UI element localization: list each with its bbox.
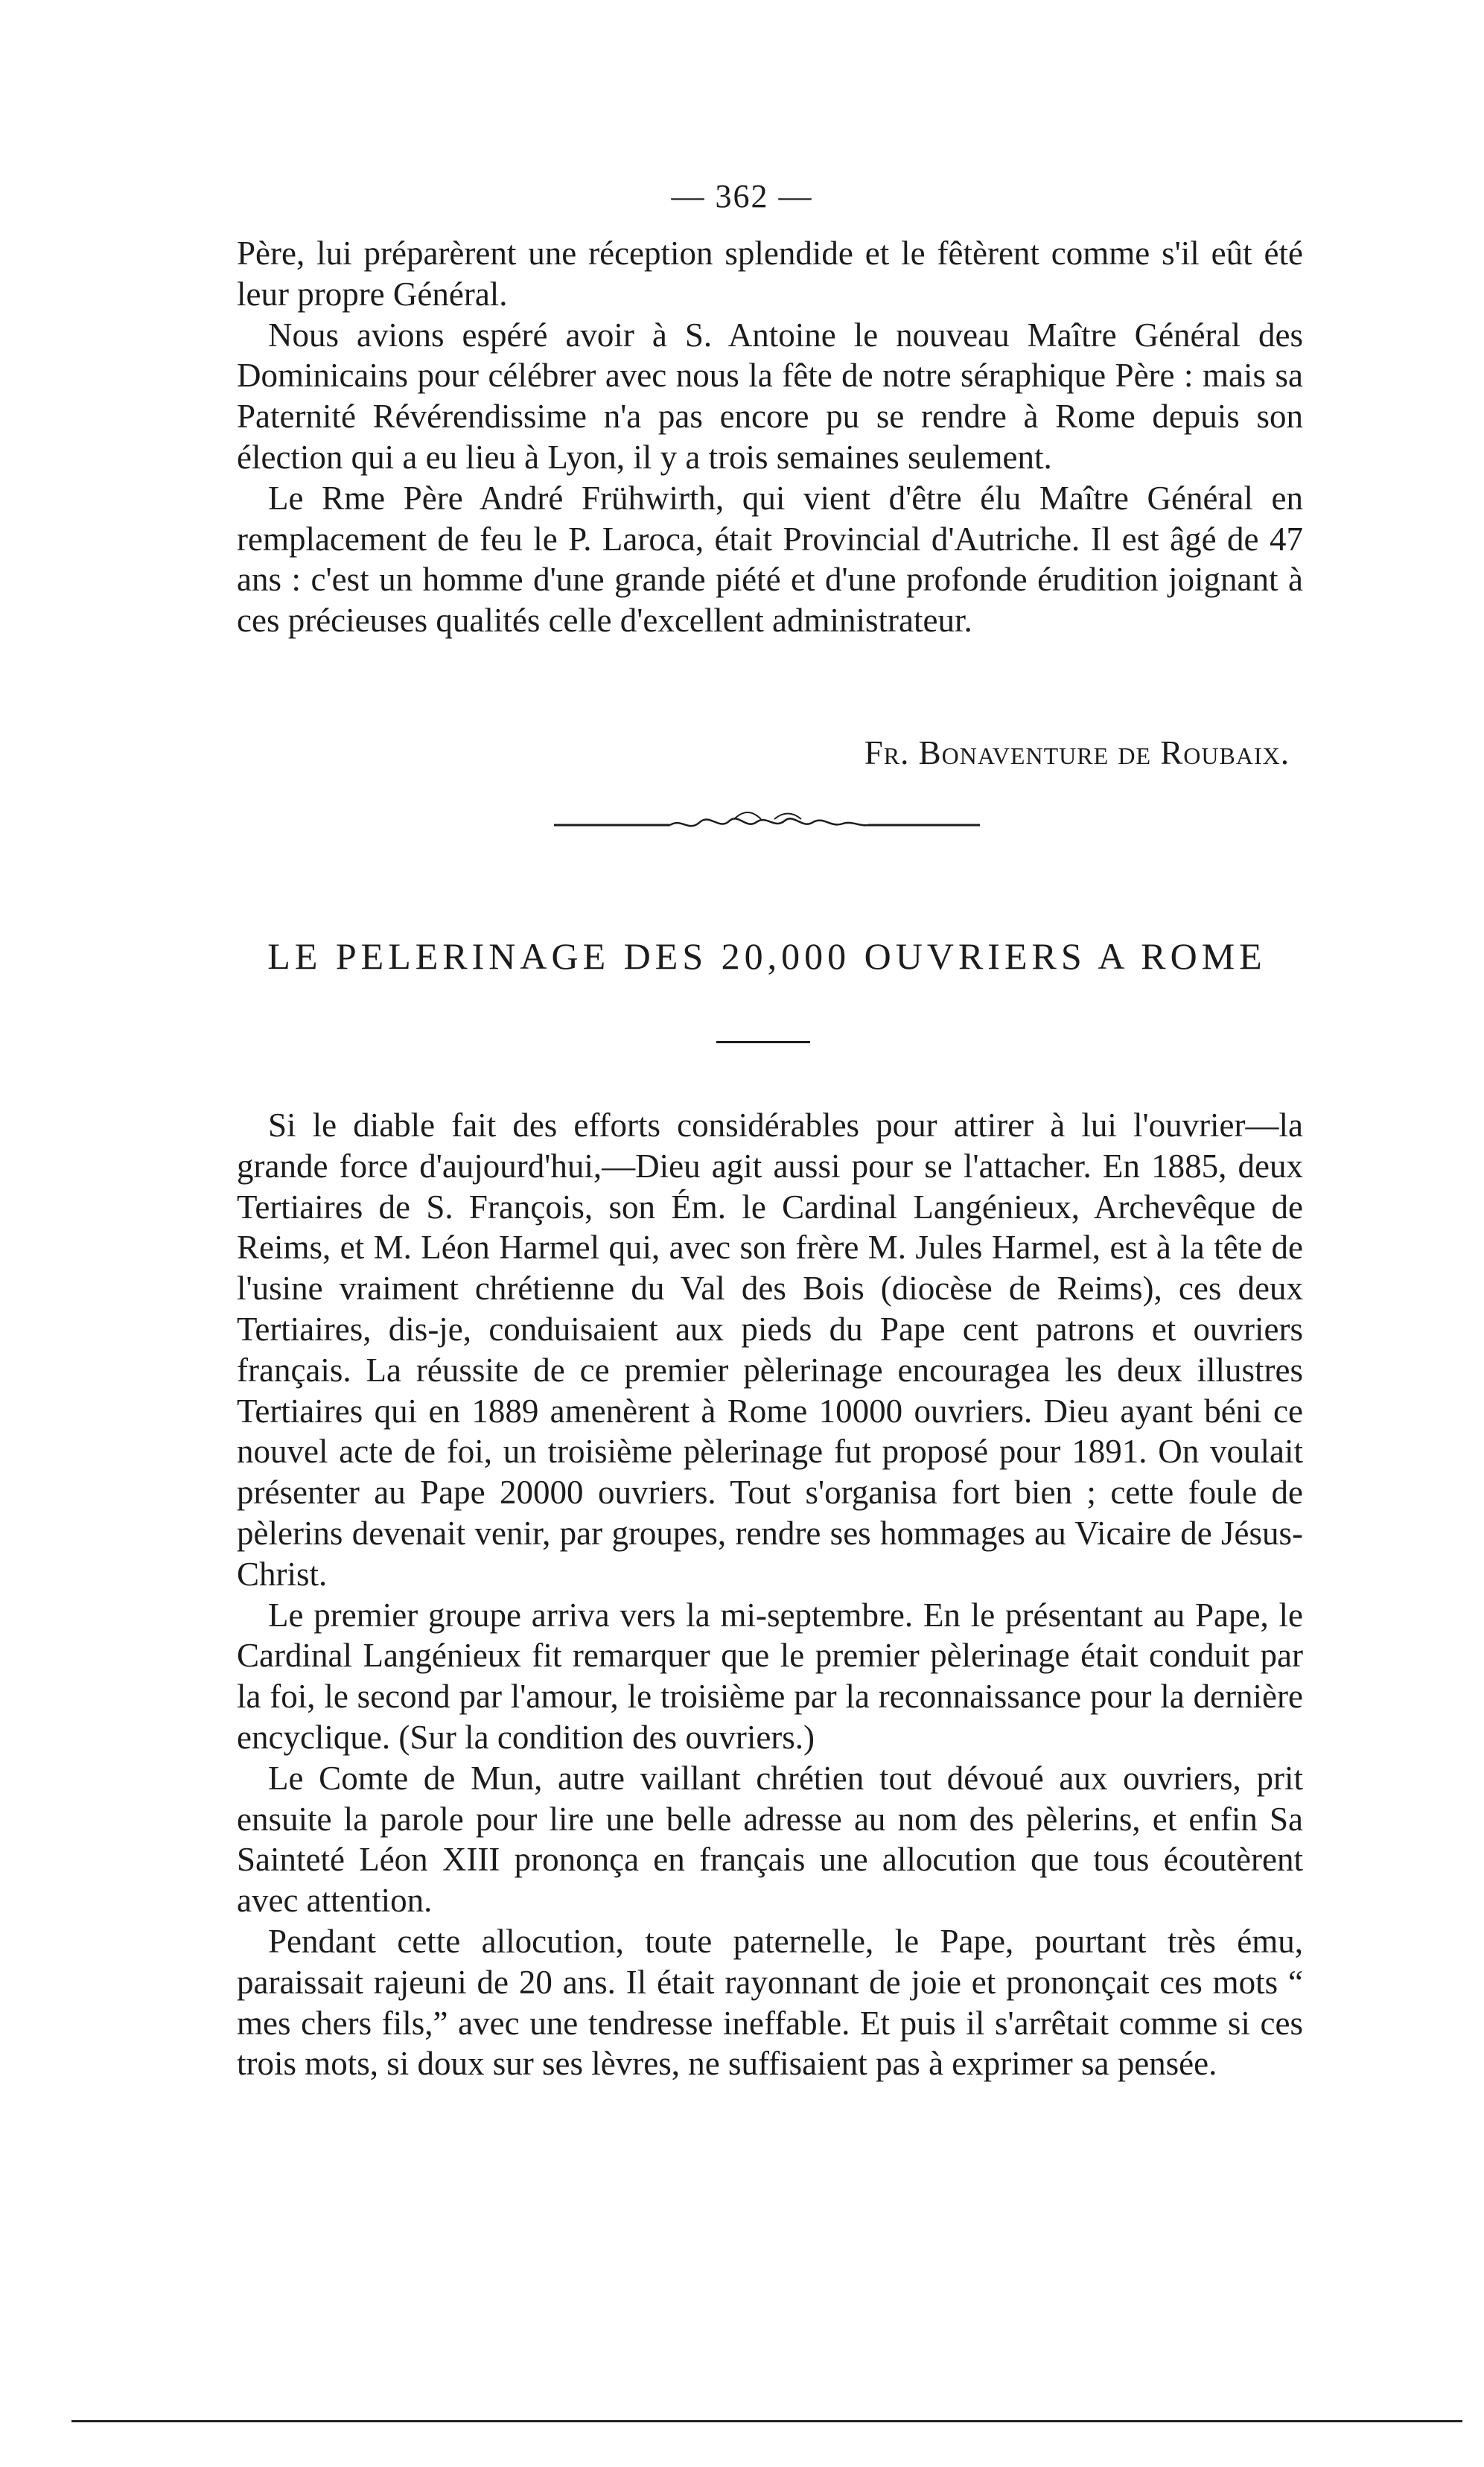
intro-text <box>237 233 1303 641</box>
body-paragraph-3: Le Comte de Mun, autre vaillant chrétien tout dévoué aux ouvriers, prit ensuite la parole pour lire une belle adresse au nom des pèlerins, et enfin Sa Sainteté Léon XIII prononça en français une allocution que tous écoutèrent avec attention. <box>237 1759 1303 1920</box>
page-bottom-rule <box>71 2420 1462 2422</box>
ornament-divider <box>551 804 983 834</box>
title-underline-rule <box>716 1041 810 1043</box>
section-title: LE PELERINAGE DES 20,000 OUVRIERS A ROME <box>267 935 1267 977</box>
body-paragraph-1: Si le diable fait des efforts considérables pour attirer à lui l'ouvrier—la grande force d'aujourd'hui,—Dieu agit aussi pour se l'attacher. En 1885, deux Tertiaires de S. François, son Ém. le Cardinal Langénieux, Archevêque de Reims, et M. Léon Harmel qui, avec son frère M. Jules Harmel, est à la tête de l'usine vraiment chrétienne du Val des Bois (diocèse de Reims), ces deux Tertiaires, dis-je, conduisaient aux pieds du Pape cent patrons et ouvriers français. La réussite de ce premier pèlerinage encouragea les deux illustres Tertiaires qui en 1889 amenèrent à Rome 10000 ouvriers. Dieu ayant béni ce nouvel acte de foi, un troisième pèlerinage fut proposé pour 1891. On voulait présenter au Pape 20000 ouvriers. Tout s'organisa fort bien ; cette foule de pèlerins devenait venir, par groupes, rendre ses hommages au Vicaire de Jésus-Christ. <box>237 1107 1303 1593</box>
body-paragraph-4: Pendant cette allocution, toute paternelle, le Pape, pourtant très ému, paraissait rajeuni de 20 ans. Il était rayonnant de joie et prononçait ces mots “ mes chers fils,” avec une tendresse ineffable. Et puis il s'arrêtait comme si ces trois mots, si doux sur ses lèvres, ne suffisaient pas à exprimer sa pensée. <box>237 1922 1303 2083</box>
article-body <box>237 1105 1303 2084</box>
intro-paragraph-2: Nous avions espéré avoir à S. Antoine le nouveau Maître Général des Dominicains pour célébrer avec nous la fête de notre séraphique Père : mais sa Paternité Révérendissime n'a pas encore pu se rendre à Rome depuis son élection qui a eu lieu à Lyon, il y a trois semaines seulement. <box>237 316 1303 476</box>
page-number: — 362 — <box>671 178 813 214</box>
body-paragraph-2: Le premier groupe arriva vers la mi-septembre. En le présentant au Pape, le Cardinal Langénieux fit remarquer que le premier pèlerinage était conduit par la foi, le second par l'amour, le troisième par la reconnaissance pour la dernière encyclique. (Sur la condition des ouvriers.) <box>237 1596 1303 1756</box>
intro-paragraph-1: Père, lui préparèrent une réception splendide et le fêtèrent comme s'il eût été leur propre Général. <box>237 235 1303 313</box>
intro-paragraph-3: Le Rme Père André Frühwirth, qui vient d'être élu Maître Général en remplacement de feu le P. Laroca, était Provincial d'Autriche. Il est âgé de 47 ans : c'est un homme d'une grande piété et d'une profonde érudition joignant à ces précieuses qualités celle d'excellent administrateur. <box>237 479 1303 640</box>
author-signature: Fr. Bonaventure de Roubaix. <box>864 734 1290 771</box>
